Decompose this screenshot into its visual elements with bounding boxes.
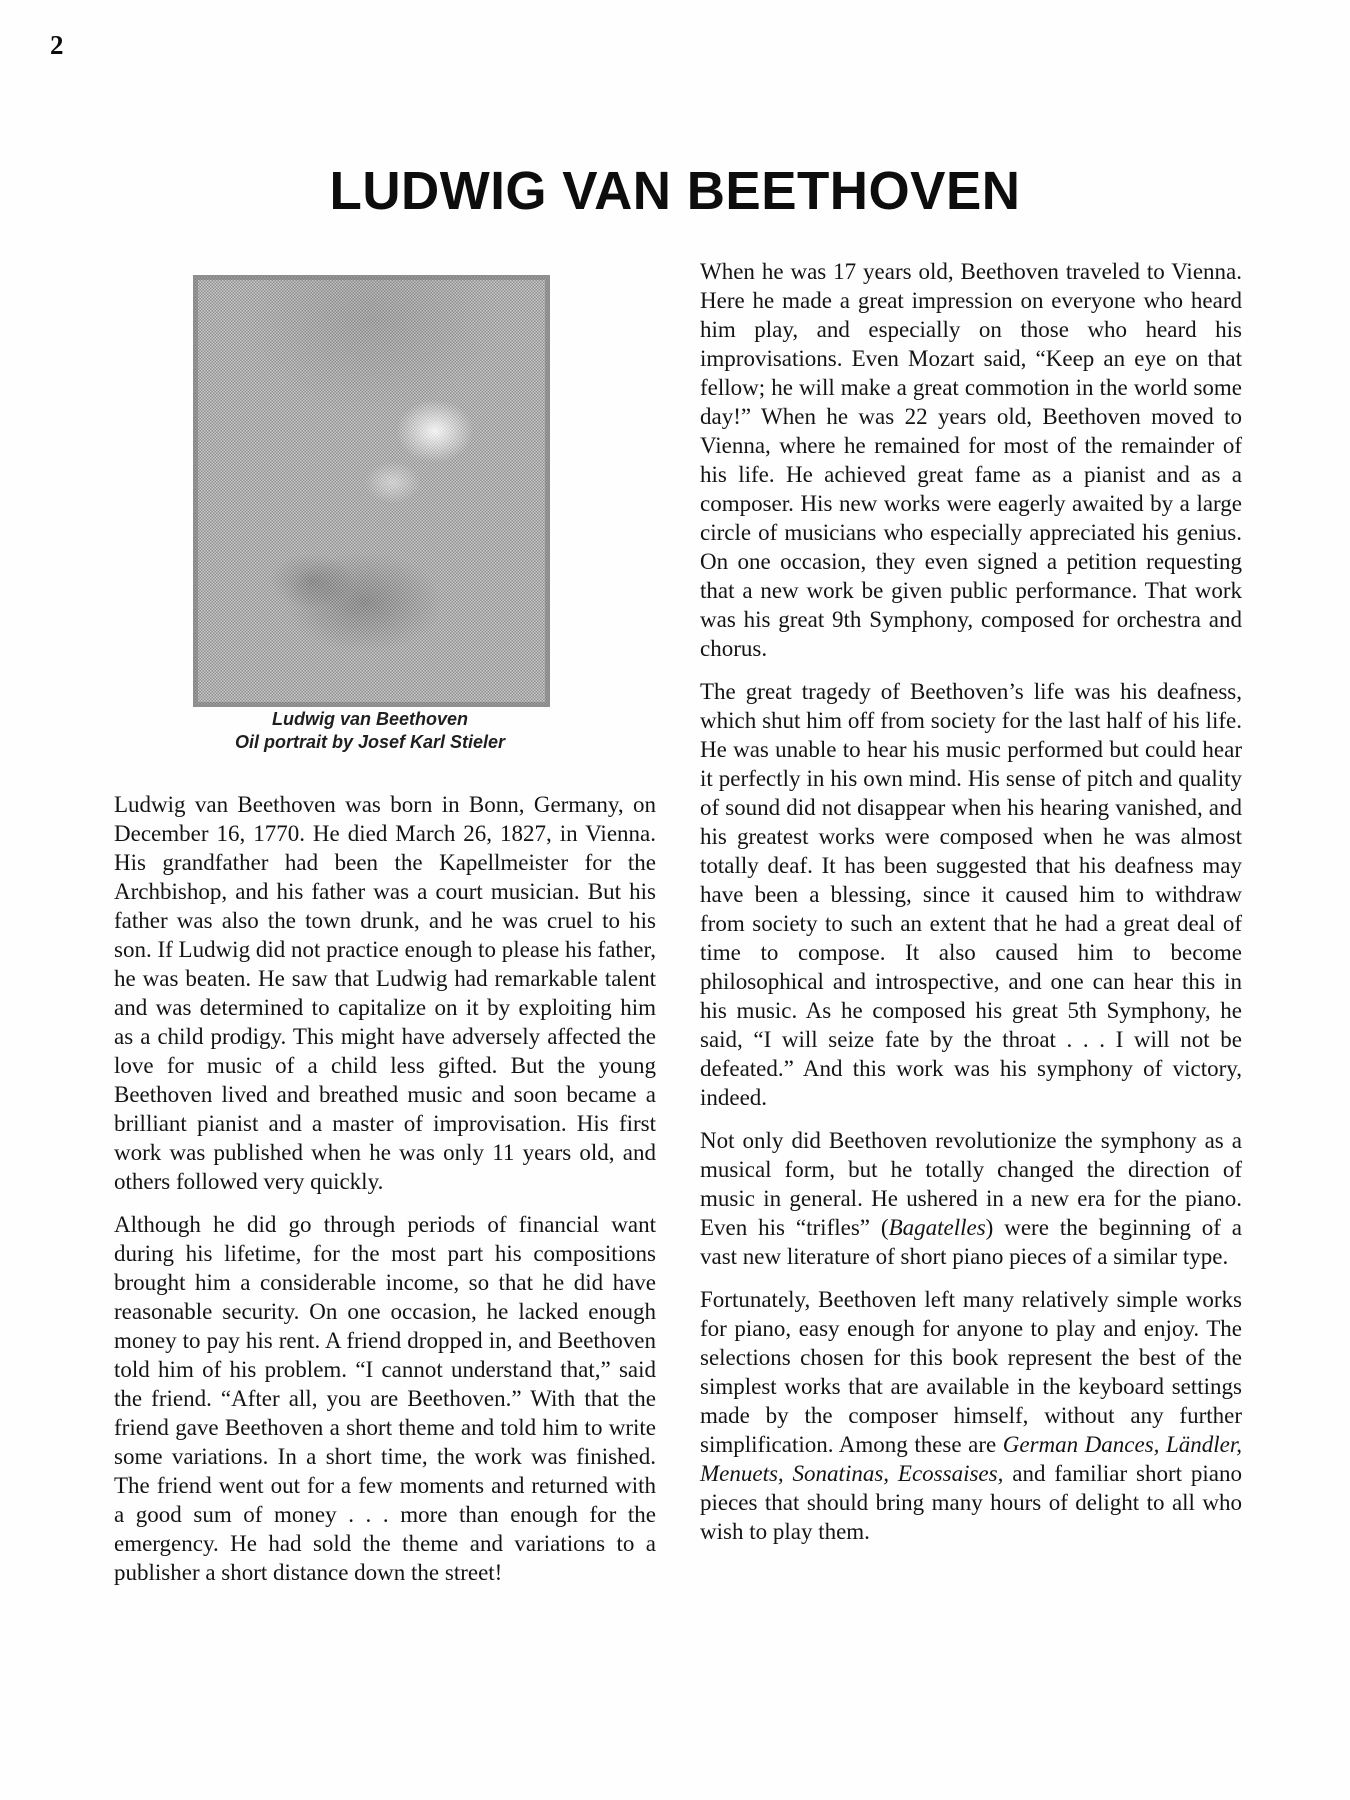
paragraph — [114, 790, 656, 1196]
body-text: Ludwig van Beethoven was born in Bonn, Germany, on December 16, 1770. He died March 26, 1827, in Vienna. His grandfather had been the Kapellmeister for the Archbishop, and his father was a court musician. But his father was also the town drunk, and he was cruel to his son. If Ludwig did not practice enough to please his father, he was beaten. He saw that Ludwig had remarkable talent and was determined to capitalize on it by exploiting him as a child prodigy. This might have adversely affected the love for music of a child less gifted. But the young Beethoven lived and breathed music and soon became a brilliant pianist and a master of improvisation. His first work was published when he was only 11 years old, and others followed very quickly. — [114, 792, 656, 1194]
left-column — [114, 790, 656, 1601]
paragraph — [700, 1285, 1242, 1546]
paragraph — [700, 677, 1242, 1112]
page-number: 2 — [50, 30, 64, 60]
portrait-caption — [160, 708, 580, 754]
portrait-caption-line1: Ludwig van Beethoven — [271, 709, 469, 729]
body-text: and familiar short piano pieces that should bring many hours of delight to all who wish to play them. — [700, 1461, 1242, 1544]
body-text: ) were the beginning of a vast new literature of short piano pieces of a similar type. — [700, 1215, 1242, 1269]
portrait-caption-line2: Oil portrait by Josef Karl Stieler — [234, 732, 506, 752]
body-text: Although he did go through periods of financial want during his lifetime, for the most part his compositions brought him a considerable income, so that he did have reasonable security. On one occasion, he lacked enough money to pay his rent. A friend dropped in, and Beethoven told him of his problem. “I cannot understand that,” said the friend. “After all, you are Beethoven.” With that the friend gave Beethoven a short theme and told him to write some variations. In a short time, the work was finished. The friend went out for a few moments and returned with a good sum of money . . . more than enough for the emergency. He had sold the theme and variations to a publisher a short distance down the street! — [114, 1212, 656, 1585]
page-title: LUDWIG VAN BEETHOVEN — [329, 161, 1021, 222]
paragraph — [700, 1126, 1242, 1271]
beethoven-portrait-image — [193, 275, 550, 707]
italic-text: German Dances, Ländler, Menuets, Sonatinas, Ecossaises, — [700, 1432, 1242, 1486]
italic-text: Bagatelles — [888, 1215, 986, 1240]
body-text: When he was 17 years old, Beethoven traveled to Vienna. Here he made a great impression on everyone who heard him play, and especially on those who heard his improvisations. Even Mozart said, “Keep an eye on that fellow; he will make a great commotion in the world some day!” When he was 22 years old, Beethoven moved to Vienna, where he remained for most of the remainder of his life. He achieved great fame as a pianist and as a composer. His new works were eagerly awaited by a large circle of musicians who especially appreciated his genius. On one occasion, they even signed a petition requesting that a new work be given public performance. That work was his great 9th Symphony, composed for orchestra and chorus. — [700, 259, 1242, 661]
body-text: Not only did Beethoven revolutionize the symphony as a musical form, but he totally changed the direction of music in general. He ushered in a new era for the piano. Even his “trifles” ( — [700, 1128, 1242, 1240]
body-text: The great tragedy of Beethoven’s life was his deafness, which shut him off from society for the last half of his life. He was unable to hear his music performed but could hear it perfectly in his own mind. His sense of pitch and quality of sound did not disappear when his hearing vanished, and his greatest works were composed when he was almost totally deaf. It has been suggested that his deafness may have been a blessing, since it caused him to withdraw from society to such an extent that he had a great deal of time to compose. It also caused him to become philosophical and introspective, and one can hear this in his music. As he composed his great 5th Symphony, he said, “I will seize fate by the throat . . . I will not be defeated.” And this work was his symphony of victory, indeed. — [700, 679, 1242, 1110]
paragraph — [700, 257, 1242, 663]
body-text: Fortunately, Beethoven left many relatively simple works for piano, easy enough for anyone to play and enjoy. The selections chosen for this book represent the best of the simplest works that are available in the keyboard settings made by the composer himself, without any further simplification. Among these are — [700, 1287, 1242, 1457]
right-column — [700, 257, 1242, 1560]
paragraph — [114, 1210, 656, 1587]
